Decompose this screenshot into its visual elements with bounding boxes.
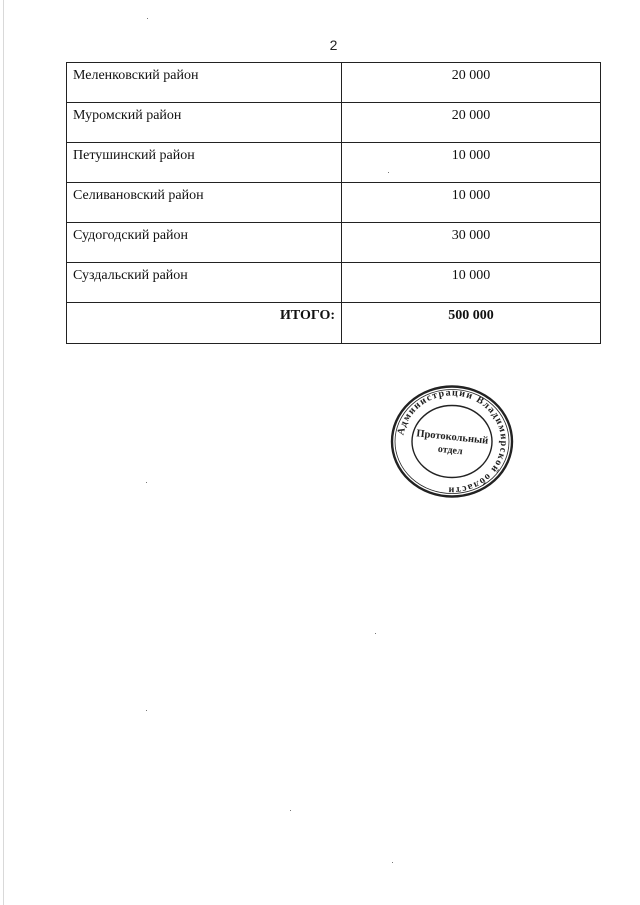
amount-cell: 20 000 bbox=[342, 63, 601, 103]
scan-speck bbox=[388, 172, 389, 173]
scan-edge-line bbox=[3, 0, 4, 905]
total-row bbox=[67, 303, 601, 344]
table-row bbox=[67, 223, 601, 263]
total-label: ИТОГО: bbox=[67, 303, 342, 344]
table-row bbox=[67, 143, 601, 183]
amount-cell: 10 000 bbox=[342, 183, 601, 223]
scan-speck bbox=[392, 862, 393, 863]
district-cell: Петушинский район bbox=[67, 143, 342, 183]
district-cell: Суздальский район bbox=[67, 263, 342, 303]
district-cell: Судогодский район bbox=[67, 223, 342, 263]
page-number: 2 bbox=[329, 37, 338, 53]
scan-speck bbox=[146, 482, 147, 483]
seal-center-line2: отдел bbox=[437, 443, 464, 458]
amount-cell: 30 000 bbox=[342, 223, 601, 263]
table-row bbox=[67, 183, 601, 223]
scan-speck bbox=[147, 18, 148, 19]
amount-cell: 10 000 bbox=[342, 143, 601, 183]
seal-ring-text: Администрации Владимирской области bbox=[395, 387, 510, 496]
amount-cell: 10 000 bbox=[342, 263, 601, 303]
seal-center-line1: Протокольный bbox=[415, 428, 489, 447]
scan-speck bbox=[375, 633, 376, 634]
scan-speck bbox=[290, 810, 291, 811]
official-seal bbox=[388, 383, 516, 500]
table-row bbox=[67, 103, 601, 143]
total-amount: 500 000 bbox=[342, 303, 601, 344]
district-cell: Меленковский район bbox=[67, 63, 342, 103]
district-cell: Муромский район bbox=[67, 103, 342, 143]
table-row bbox=[67, 63, 601, 103]
scan-speck bbox=[146, 710, 147, 711]
table-row bbox=[67, 263, 601, 303]
amount-cell: 20 000 bbox=[342, 103, 601, 143]
district-cell: Селивановский район bbox=[67, 183, 342, 223]
allocation-table bbox=[66, 62, 601, 344]
